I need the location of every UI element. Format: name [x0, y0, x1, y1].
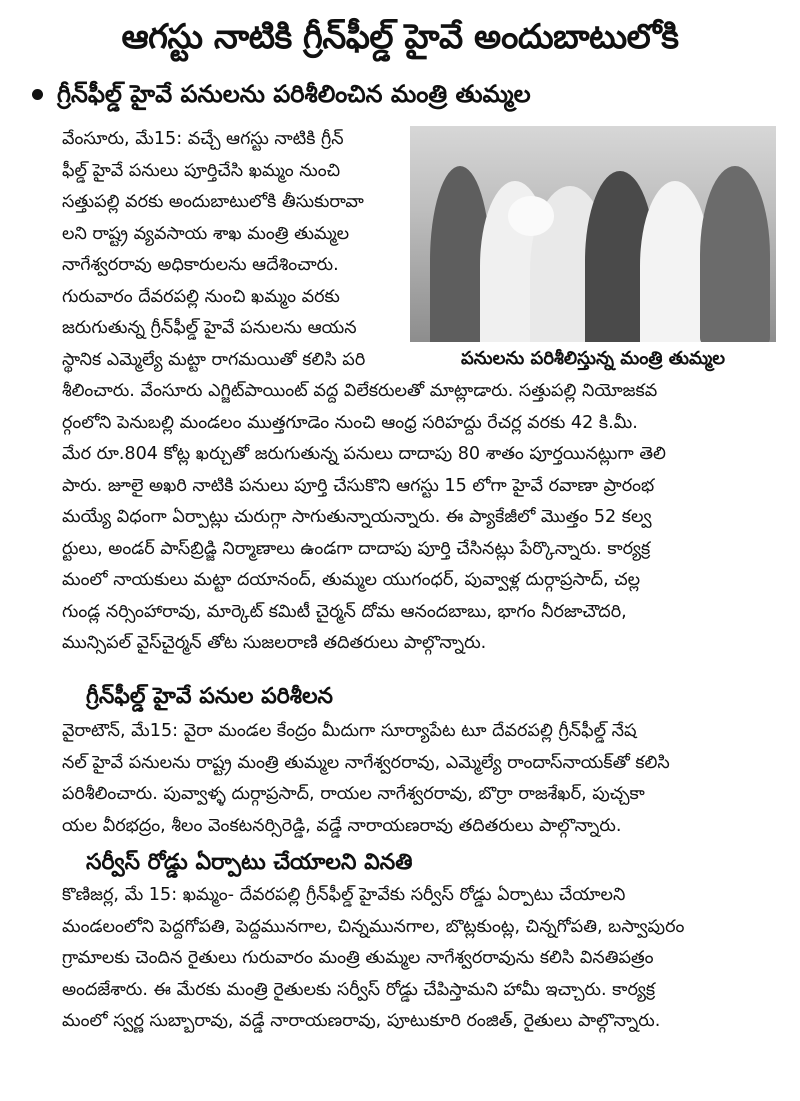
text-line: లని రాష్ట్ర వ్యవసాయ శాఖ మంత్రి తుమ్మల	[62, 223, 350, 244]
text-line: గుండ్ల నర్సింహారావు, మార్కెట్ కమిటీ చైర్మన్ దోమ ఆనందబాబు, భాగం నీరజాచౌదరి,	[62, 601, 627, 622]
text-line: యల వీరభద్రం, శీలం వెంకటనర్సిరెడ్డి, వడ్డే నారాయణరావు తదితరులు పాల్గొన్నారు.	[62, 815, 622, 836]
text-line: సత్తుపల్లి వరకు అందుబాటులోకి తీసుకురావా	[62, 192, 364, 212]
text-line: మున్సిపల్ వైస్‌చైర్మన్ తోట సుజలరాణి తదితరులు పాల్గొన్నారు.	[62, 633, 487, 653]
text-line: నాగేశ్వరరావు అధికారులను ఆదేశించారు.	[62, 255, 339, 275]
section2-title: గ్రీన్‌ఫీల్డ్ హైవే పనుల పరిశీలన	[86, 684, 333, 709]
text-line: గురువారం దేవరపల్లి నుంచి ఖమ్మం వరకు	[62, 286, 340, 307]
text-line: వేంసూరు, మే15: వచ్చే ఆగస్టు నాటికి గ్రీన్	[62, 129, 344, 149]
text-line: అందజేశారు. ఈ మేరకు మంత్రి రైతులకు సర్వీస్ రోడ్డు చేపిస్తామని హామీ ఇచ్చారు. కార్యక్ర	[62, 979, 656, 1000]
text-line: ర్టులు, అండర్ పాస్‌బ్రిడ్జి నిర్మాణాలు ఉండగా దాదాపు పూర్తి చేసినట్లు పేర్కొన్నారు. కార్యక్ర	[62, 538, 651, 559]
story2-text	[62, 716, 776, 842]
photo-caption: పనులను పరిశీలిస్తున్న మంత్రి తుమ్మల	[460, 348, 725, 369]
text-line: ర్గంలోని పెనుబల్లి మండలం ముత్తగూడెం నుంచి ఆంధ్ర సరిహద్దు రేచర్ల వరకు 42 కి.మీ.	[62, 412, 638, 433]
story3-text	[62, 880, 776, 1038]
text-line: గ్రామాలకు చెందిన రైతులు గురువారం మంత్రి తుమ్మల నాగేశ్వరరావును కలిసి వినతిపత్రం	[62, 948, 654, 968]
text-line: పరిశీలించారు. పువ్వాళ్ళ దుర్గాప్రసాద్, రాయల నాగేశ్వరరావు, బొర్రా రాజశేఖర్, పుచ్చకా	[62, 784, 645, 804]
subheadline-text: గ్రీన్‌ఫీల్డ్ హైవే పనులను పరిశీలించిన మంత్రి తుమ్మల	[57, 80, 531, 108]
story1-column-text	[62, 124, 404, 376]
text-line: స్థానిక ఎమ్మెల్యే మట్టా రాగమయితో కలిసి పరి	[62, 349, 366, 370]
text-line: నల్ హైవే పనులను రాష్ట్ర మంత్రి తుమ్మల నాగేశ్వరరావు, ఎమ్మెల్యే రాందాస్‌నాయక్‌తో కలిసి	[62, 752, 670, 773]
text-line: మంలో నాయకులు మట్టా దయానంద్, తుమ్మల యుగంధర్, పువ్వాళ్ల దుర్గాప్రసాద్, చల్ల	[62, 570, 641, 590]
text-line: జరుగుతున్న గ్రీన్‌ఫీల్డ్ హైవే పనులను ఆయన	[62, 318, 357, 338]
text-line: వైరాటౌన్, మే15: వైరా మండల కేంద్రం మీదుగా సూర్యాపేట టూ దేవరపల్లి గ్రీన్‌ఫీల్డ్ నేష	[62, 721, 637, 741]
section3-title: సర్వీస్ రోడ్డు ఏర్పాటు చేయాలని వినతి	[86, 850, 413, 875]
text-line: మయ్యే విధంగా ఏర్పాట్లు చురుగ్గా సాగుతున్నాయన్నారు. ఈ ప్యాకేజీలో మొత్తం 52 కల్వ	[62, 507, 652, 527]
text-line: పారు. జూలై అఖరి నాటికి పనులు పూర్తి చేసుకొని ఆగస్టు 15 లోగా హైవే రవాణా ప్రారంభ	[62, 475, 655, 496]
text-line: కొణిజర్ల, మే 15: ఖమ్మం- దేవరపల్లి గ్రీన్‌ఫీల్డ్ హైవేకు సర్వీస్ రోడ్డు ఏర్పాటు చేయాలని	[62, 885, 626, 905]
text-line: శీలించారు. వేంసూరు ఎగ్జిట్‌పాయింట్ వద్ద విలేకరులతో మాట్లాడారు. సత్తుపల్లి నియోజకవ	[62, 381, 658, 401]
bullet-icon	[32, 89, 43, 100]
story1-full-text	[62, 376, 776, 660]
text-line: మేర రూ.804 కోట్ల ఖర్చుతో జరుగుతున్న పనులు దాదాపు 80 శాతం పూర్తయినట్లుగా తెలి	[62, 444, 666, 464]
subheadline	[22, 76, 762, 112]
headline: ఆగస్టు నాటికి గ్రీన్‌ఫీల్డ్ హైవే అందుబాటులోకి	[121, 17, 679, 57]
news-photo	[410, 126, 776, 342]
text-line: మంలో స్వర్ణ సుబ్బారావు, వడ్డే నారాయణరావు, పూటుకూరి రంజిత్, రైతులు పాల్గొన్నారు.	[62, 1011, 661, 1031]
text-line: మండలంలోని పెద్దగోపతి, పెద్దమునగాల, చిన్నమునగాల, బొట్లకుంట్ల, చిన్నగోపతి, బస్వాపురం	[62, 916, 685, 937]
text-line: ఫీల్డ్ హైవే పనులు పూర్తిచేసి ఖమ్మం నుంచి	[62, 160, 341, 181]
